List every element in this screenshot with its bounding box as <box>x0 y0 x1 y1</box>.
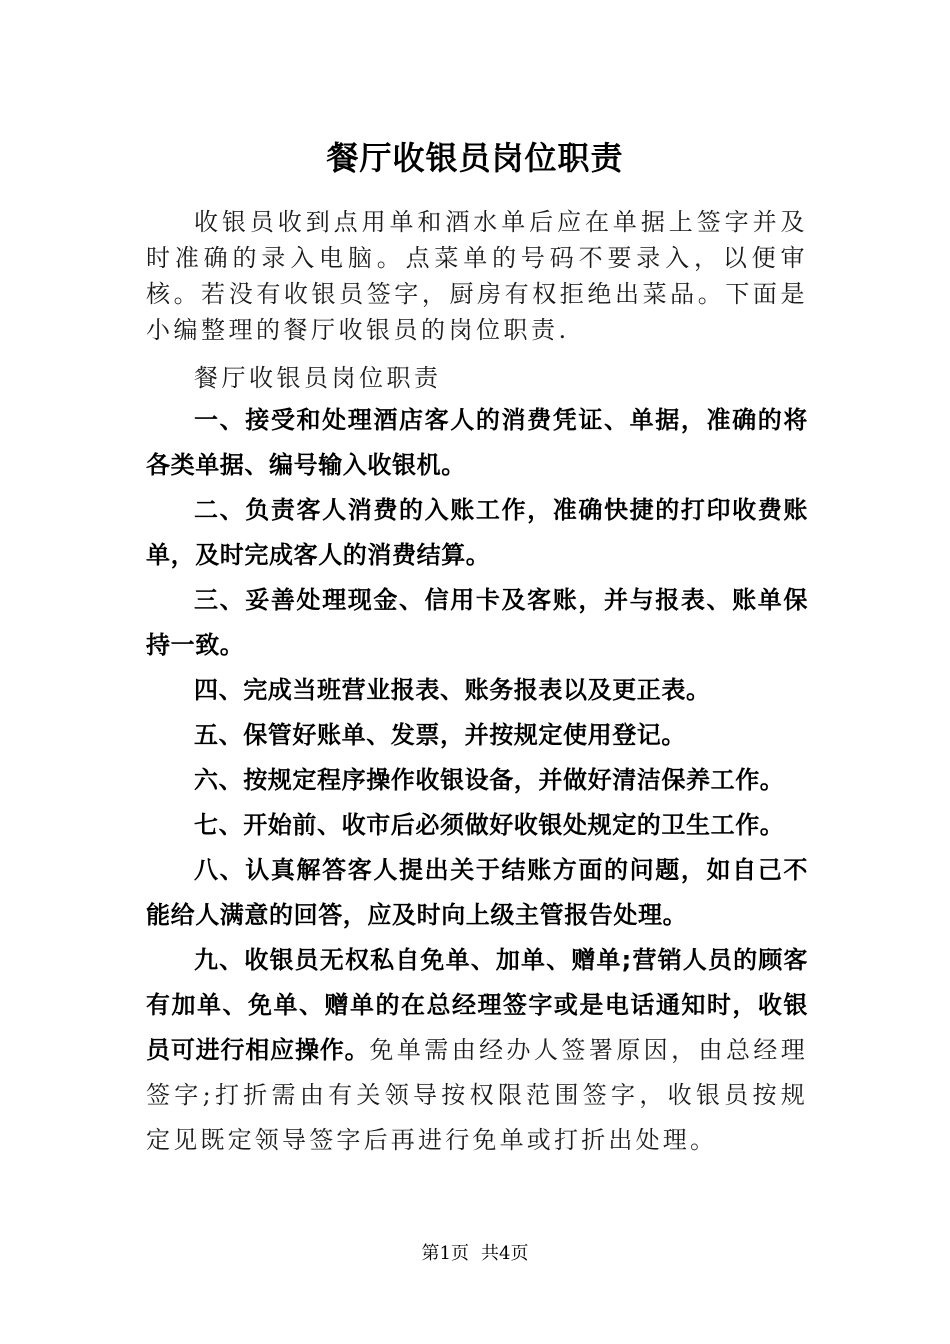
page-number-current: 第1页 <box>421 1243 469 1264</box>
duty-item-4: 四、完成当班营业报表、账务报表以及更正表。 <box>194 676 711 704</box>
duty-item-6: 六、按规定程序操作收银设备，并做好清洁保养工作。 <box>194 766 785 794</box>
duty-item-9-main: 九、收银员无权私自免单、加单、赠单;营销人员的顾客有加单、免单、赠单的在总经理签字或是电话通知时，收银员可进行相应操作。 <box>146 946 808 1064</box>
duty-item-5: 五、保管好账单、发票，并按规定使用登记。 <box>194 721 686 749</box>
duty-item-9 <box>146 938 808 1163</box>
intro-paragraph: 收银员收到点用单和酒水单后应在单据上签字并及时准确的录入电脑。点菜单的号码不要录入，以便审核。若没有收银员签字，厨房有权拒绝出菜品。下面是小编整理的餐厅收银员的岗位职责. <box>146 208 808 344</box>
document-body <box>146 204 808 1163</box>
section-subtitle: 餐厅收银员岗位职责 <box>194 364 442 392</box>
duty-item-8: 八、认真解答客人提出关于结账方面的问题，如自己不能给人满意的回答，应及时向上级主管报告处理。 <box>146 856 808 929</box>
duty-item-3: 三、妥善处理现金、信用卡及客账，并与报表、账单保持一致。 <box>146 586 808 659</box>
page-footer <box>0 1240 950 1268</box>
duty-item-7: 七、开始前、收市后必须做好收银处规定的卫生工作。 <box>194 811 785 839</box>
duty-item-1: 一、接受和处理酒店客人的消费凭证、单据，准确的将各类单据、编号输入收银机。 <box>146 406 808 479</box>
duty-item-2: 二、负责客人消费的入账工作，准确快捷的打印收费账单，及时完成客人的消费结算。 <box>146 496 808 569</box>
duty-item-9-note: 免单需由经办人签署原因，由总经理签字;打折需由有关领导按权限范围签字，收银员按规定见既定领导签字后再进行免单或打折出处理。 <box>146 1036 808 1154</box>
page-number-total: 共4页 <box>481 1243 529 1264</box>
document-title: 餐厅收银员岗位职责 <box>326 139 624 177</box>
